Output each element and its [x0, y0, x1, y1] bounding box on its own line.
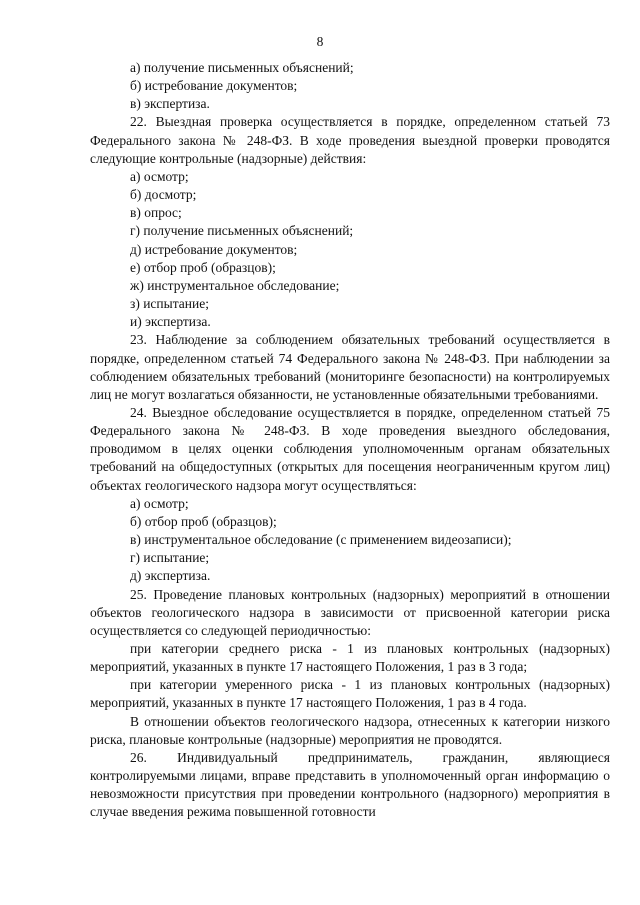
list-item: а) получение письменных объяснений;: [130, 60, 354, 75]
document-body: [90, 59, 610, 822]
list-item: з) испытание;: [130, 296, 209, 312]
list-item: д) истребование документов;: [130, 241, 298, 257]
list-item: г) испытание;: [130, 550, 210, 566]
list-item: д) экспертиза.: [130, 568, 211, 584]
list-item: в) инструментальное обследование (с применением видеозаписи);: [130, 532, 512, 548]
list-item: в) опрос;: [130, 205, 182, 221]
list-item: а) осмотр;: [130, 495, 189, 511]
paragraph-22: 22. Выездная проверка осуществляется в порядке, определенном статьей 73 Федерального закона № 248-ФЗ. В ходе проведения выездной проверки проводятся следующие контрольные (надзорные) действия:: [90, 114, 610, 166]
list-item: б) досмотр;: [130, 187, 197, 203]
paragraph-24: 24. Выездное обследование осуществляется в порядке, определенном статьей 75 Федерального закона № 248-ФЗ. В ходе проведения выездного обследования, проводимом в целях оценки соблюдения уполномоченным органам обязательных требований на общедоступных (открытых для посещения неограниченным кругом лиц) объектах геологического надзора могут осуществляться:: [90, 404, 610, 493]
list-item: б) отбор проб (образцов);: [130, 513, 277, 529]
list-item: а) осмотр;: [130, 168, 189, 184]
paragraph-low-risk: В отношении объектов геологического надзора, отнесенных к категории низкого риска, плановые контрольные (надзорные) мероприятия не проводятся.: [90, 713, 610, 747]
paragraph-26: 26. Индивидуальный предприниматель, гражданин, являющиеся контролируемыми лицами, вправе представить в уполномоченный орган информацию о невозможности присутствия при проведении контрольного (надзорного) мероприятия в случае введения режима повышенной готовности: [90, 749, 610, 820]
paragraph-medium-risk: при категории среднего риска - 1 из плановых контрольных (надзорных) мероприятий, указанных в пункте 17 настоящего Положения, 1 раз в 3 года;: [90, 641, 610, 675]
paragraph-23: 23. Наблюдение за соблюдением обязательных требований осуществляется в порядке, определенном статьей 74 Федерального закона № 248-ФЗ. При наблюдении за соблюдением обязательных требований (мониторинге безопасности) на контролируемых лиц не могут возлагаться обязанности, не установленные обязательными требованиями.: [90, 332, 610, 402]
paragraph-25: 25. Проведение плановых контрольных (надзорных) мероприятий в отношении объектов геологического надзора в зависимости от присвоенной категории риска осуществляется со следующей периодичностью:: [90, 586, 610, 638]
list-item: и) экспертиза.: [130, 314, 211, 330]
list-item: г) получение письменных объяснений;: [130, 223, 354, 239]
list-item: ж) инструментальное обследование;: [130, 277, 340, 293]
list-item: в) экспертиза.: [130, 96, 210, 112]
list-item: е) отбор проб (образцов);: [130, 259, 276, 275]
paragraph-moderate-risk: при категории умеренного риска - 1 из плановых контрольных (надзорных) мероприятий, указанных в пункте 17 настоящего Положения, 1 раз в 4 года.: [90, 677, 610, 711]
list-item: б) истребование документов;: [130, 78, 298, 94]
page-number: 8: [316, 34, 324, 49]
